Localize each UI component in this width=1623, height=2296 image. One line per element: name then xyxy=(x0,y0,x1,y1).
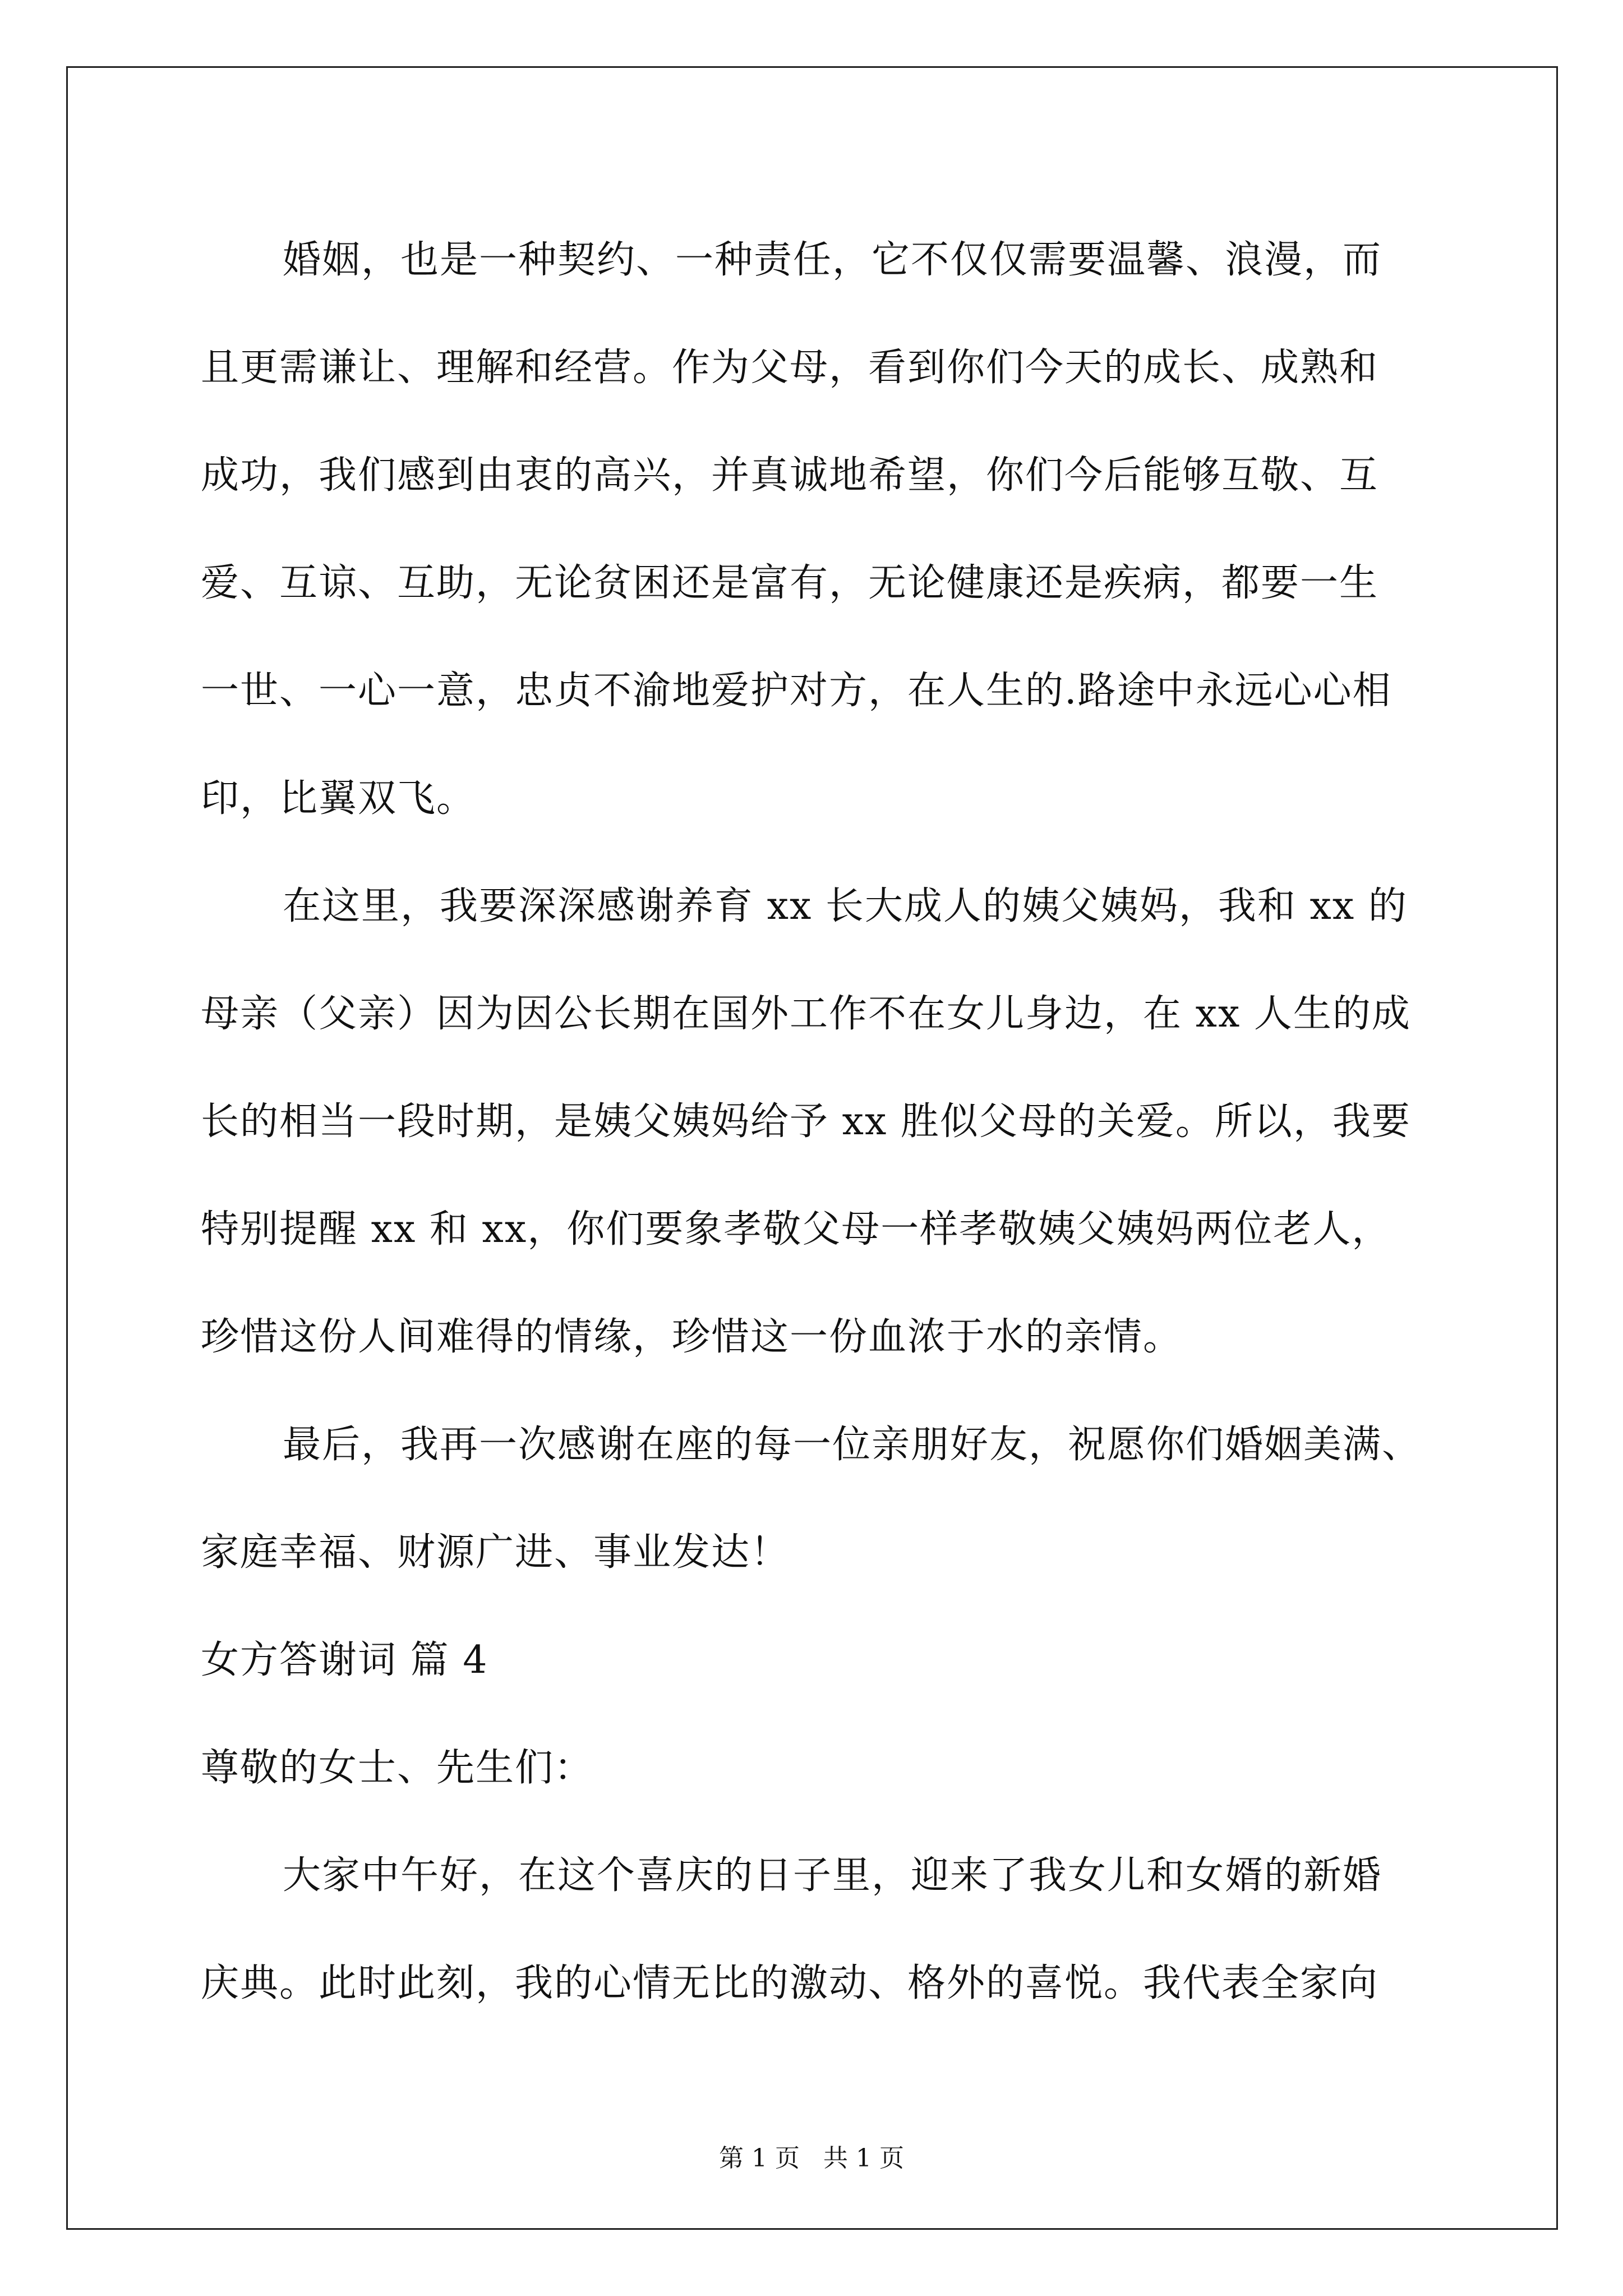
text-line: 印，比翼双飞。 xyxy=(201,776,476,821)
text-line: 最后，我再一次感谢在座的每一位亲朋好友，祝愿你们婚姻美满、 xyxy=(283,1423,1422,1467)
paragraph xyxy=(201,853,1435,1391)
text-line: 在这里，我要深深感谢养育 xx 长大成人的姨父姨妈，我和 xx 的 xyxy=(283,884,1408,928)
text-line: 女方答谢词 篇 4 xyxy=(201,1638,488,1682)
text-line: 母亲（父亲）因为因公长期在国外工作不在女儿身边，在 xx 人生的成 xyxy=(201,992,1411,1036)
paragraph xyxy=(201,1391,1435,1607)
text-line: 婚姻，也是一种契约、一种责任，它不仅仅需要温馨、浪漫，而 xyxy=(283,238,1382,282)
page-footer xyxy=(0,2142,1623,2175)
text-line: 长的相当一段时期，是姨父姨妈给予 xx 胜似父母的关爱。所以，我要 xyxy=(201,1099,1411,1144)
text-line: 成功，我们感到由衷的高兴，并真诚地希望，你们今后能够互敬、互 xyxy=(201,453,1379,498)
text-line: 珍惜这份人间难得的情缘，珍惜这一份血浓于水的亲情。 xyxy=(201,1315,1183,1359)
text-line: 特别提醒 xx 和 xx，你们要象孝敬父母一样孝敬姨父姨妈两位老人， xyxy=(201,1207,1391,1251)
paragraph xyxy=(201,1822,1435,2037)
paragraph xyxy=(201,1607,1435,1714)
paragraph xyxy=(201,206,1435,853)
page-number-total: 共 1 页 xyxy=(823,2144,904,2173)
document-body xyxy=(201,206,1435,2037)
page-number-current: 第 1 页 xyxy=(719,2144,800,2173)
text-line: 家庭幸福、财源广进、事业发达！ xyxy=(201,1530,790,1575)
text-line: 且更需谦让、理解和经营。作为父母，看到你们今天的成长、成熟和 xyxy=(201,346,1379,390)
text-line: 尊敬的女士、先生们： xyxy=(201,1746,594,1790)
text-line: 庆典。此时此刻，我的心情无比的激动、格外的喜悦。我代表全家向 xyxy=(201,1961,1379,2005)
paragraph xyxy=(201,1714,1435,1822)
text-line: 一世、一心一意，忠贞不渝地爱护对方，在人生的.路途中永远心心相 xyxy=(201,669,1392,713)
text-line: 大家中午好，在这个喜庆的日子里，迎来了我女儿和女婿的新婚 xyxy=(283,1853,1382,1898)
text-line: 爱、互谅、互助，无论贫困还是富有，无论健康还是疾病，都要一生 xyxy=(201,561,1379,605)
